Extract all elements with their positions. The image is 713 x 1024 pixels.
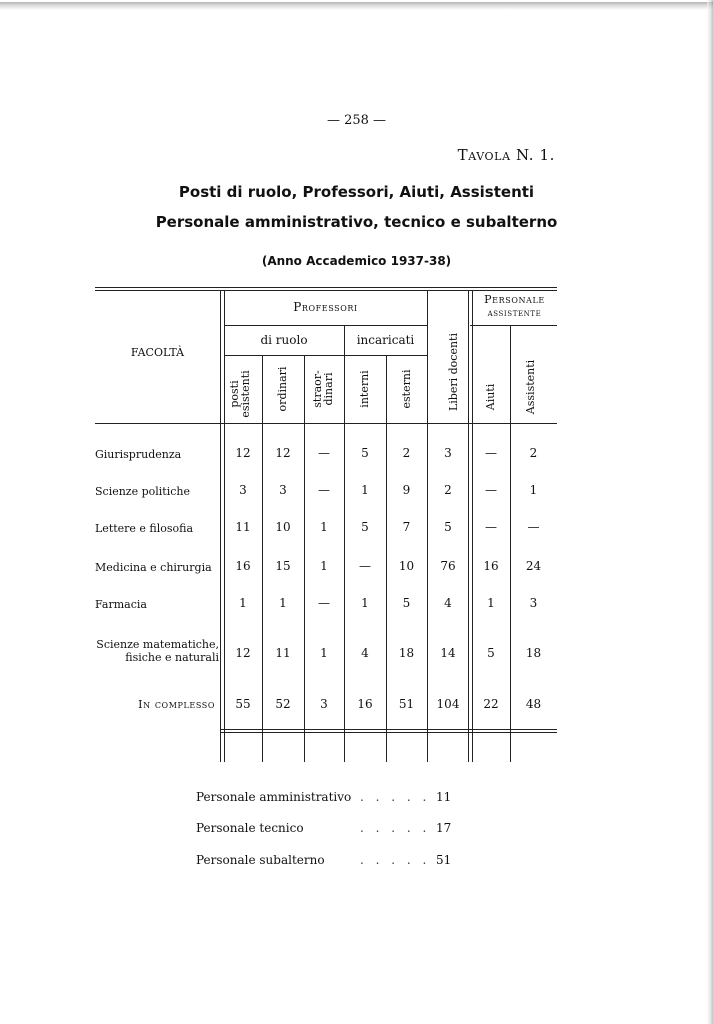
table-cell: —: [527, 520, 540, 534]
professori-rule: [225, 325, 427, 326]
table-cell: 2: [402, 446, 411, 460]
staff-label: Personale tecnico: [196, 821, 304, 835]
col-label-ordinari: ordinari: [276, 366, 289, 412]
row-label: Farmacia: [95, 598, 147, 611]
total-cell: 3: [320, 697, 328, 711]
leader-dots: . . . . .: [360, 790, 431, 804]
table-top-rule-2: [95, 290, 557, 291]
table-cell: 12: [235, 646, 251, 660]
table-cell: 10: [398, 559, 415, 573]
header-personale-line1: Personale: [484, 293, 545, 306]
table-cell: —: [359, 559, 371, 573]
col-divider: [220, 290, 221, 762]
table-cell: 5: [361, 520, 369, 534]
total-cell: 16: [357, 697, 373, 711]
table-label: Tavola N. 1.: [457, 146, 555, 164]
page-number: — 258 —: [326, 113, 387, 128]
table-cell: 5: [487, 646, 495, 660]
table-cell: 2: [529, 446, 538, 460]
col-label-posti-1: posti: [228, 380, 241, 408]
col-label-liberi-docenti: Liberi docenti: [447, 333, 460, 412]
table-cell: 1: [487, 596, 495, 610]
row-label: Medicina e chirurgia: [95, 561, 212, 574]
col-label-posti-esistenti: [229, 356, 253, 432]
header-incaricati: incaricati: [356, 333, 415, 347]
table-cell: 9: [402, 483, 411, 497]
col-divider: [468, 290, 469, 762]
scan-top-edge: [0, 2, 713, 10]
total-label: In complesso: [138, 698, 215, 711]
table-cell: 18: [525, 646, 542, 660]
row-label: Scienze politiche: [95, 485, 191, 498]
table-cell: 10: [275, 520, 291, 534]
title-line-1: Posti di ruolo, Professori, Aiuti, Assistenti: [178, 183, 535, 201]
col-label-aiuti: Aiuti: [484, 383, 497, 411]
row-label: Lettere e filosofia: [95, 522, 194, 535]
table-cell: —: [318, 596, 330, 610]
table-top-rule: [95, 287, 557, 288]
table-cell: —: [485, 446, 497, 460]
table-cell: 7: [402, 520, 411, 534]
leader-dots: . . . . .: [360, 821, 431, 835]
header-personale-line2: assistente: [487, 308, 542, 319]
table-cell: 11: [235, 520, 251, 534]
col-label-posti-2: esistenti: [239, 370, 252, 418]
total-cell: 51: [398, 697, 415, 711]
table-cell: 5: [444, 520, 452, 534]
table-cell: —: [318, 483, 330, 497]
col-label-straor-2: dinari: [322, 372, 335, 406]
table-cell: 1: [320, 520, 328, 534]
total-bottom-rule-2: [220, 732, 557, 733]
table-cell: —: [485, 483, 497, 497]
table-cell: 3: [529, 596, 538, 610]
table-cell: —: [485, 520, 497, 534]
table-cell: 4: [361, 646, 369, 660]
col-label-interni: interni: [358, 370, 371, 408]
total-cell: 55: [235, 697, 251, 711]
staff-value: 17: [436, 821, 452, 835]
table-cell: 12: [235, 446, 251, 460]
col-label-esterni: esterni: [400, 369, 413, 409]
col-label-straor-1: straor-: [311, 370, 324, 408]
subtitle: (Anno Accademico 1937-38): [261, 254, 452, 268]
header-di-ruolo: di ruolo: [260, 333, 308, 347]
header-facolta: FACOLTÀ: [130, 346, 185, 359]
table-cell: 24: [525, 559, 542, 573]
table-cell: 1: [279, 596, 287, 610]
scan-right-edge: [707, 0, 713, 1024]
table-cell: 1: [320, 646, 328, 660]
table-cell: 1: [361, 483, 369, 497]
row-label-line2: fisiche e naturali: [125, 651, 219, 664]
total-cell: 104: [436, 697, 460, 711]
row-label-line1: Scienze matematiche,: [96, 638, 219, 651]
table-cell: 2: [444, 483, 452, 497]
table-cell: 1: [361, 596, 369, 610]
header-personale-assistente: [472, 293, 557, 320]
table-cell: 1: [320, 559, 328, 573]
row-label: Giurisprudenza: [95, 448, 182, 461]
table-cell: 1: [239, 596, 247, 610]
header-professori: Professori: [293, 300, 358, 314]
leader-dots: . . . . .: [360, 853, 431, 867]
col-label-straordinari: [312, 351, 336, 427]
table-cell: 3: [239, 483, 247, 497]
table-cell: 16: [483, 559, 499, 573]
table-cell: 1: [529, 483, 538, 497]
table-cell: 4: [444, 596, 452, 610]
staff-value: 11: [436, 790, 452, 804]
col-label-assistenti: Assistenti: [524, 359, 537, 415]
total-cell: 22: [483, 697, 499, 711]
table-cell: 15: [275, 559, 291, 573]
table-cell: 3: [279, 483, 287, 497]
title-line-2: Personale amministrativo, tecnico e subalterno: [155, 213, 558, 231]
table-cell: 12: [275, 446, 291, 460]
table-cell: 3: [444, 446, 452, 460]
total-bottom-rule: [220, 729, 557, 730]
total-cell: 52: [275, 697, 291, 711]
table-cell: —: [318, 446, 330, 460]
table-cell: 5: [402, 596, 411, 610]
table-cell: 14: [440, 646, 456, 660]
staff-label: Personale amministrativo: [196, 790, 352, 804]
table-cell: 5: [361, 446, 369, 460]
staff-value: 51: [436, 853, 452, 867]
staff-label: Personale subalterno: [196, 853, 325, 867]
assistenti-rule: [470, 325, 557, 326]
table-cell: 76: [440, 559, 456, 573]
table-cell: 16: [235, 559, 251, 573]
table-cell: 11: [275, 646, 291, 660]
total-cell: 48: [525, 697, 542, 711]
table-cell: 18: [398, 646, 415, 660]
